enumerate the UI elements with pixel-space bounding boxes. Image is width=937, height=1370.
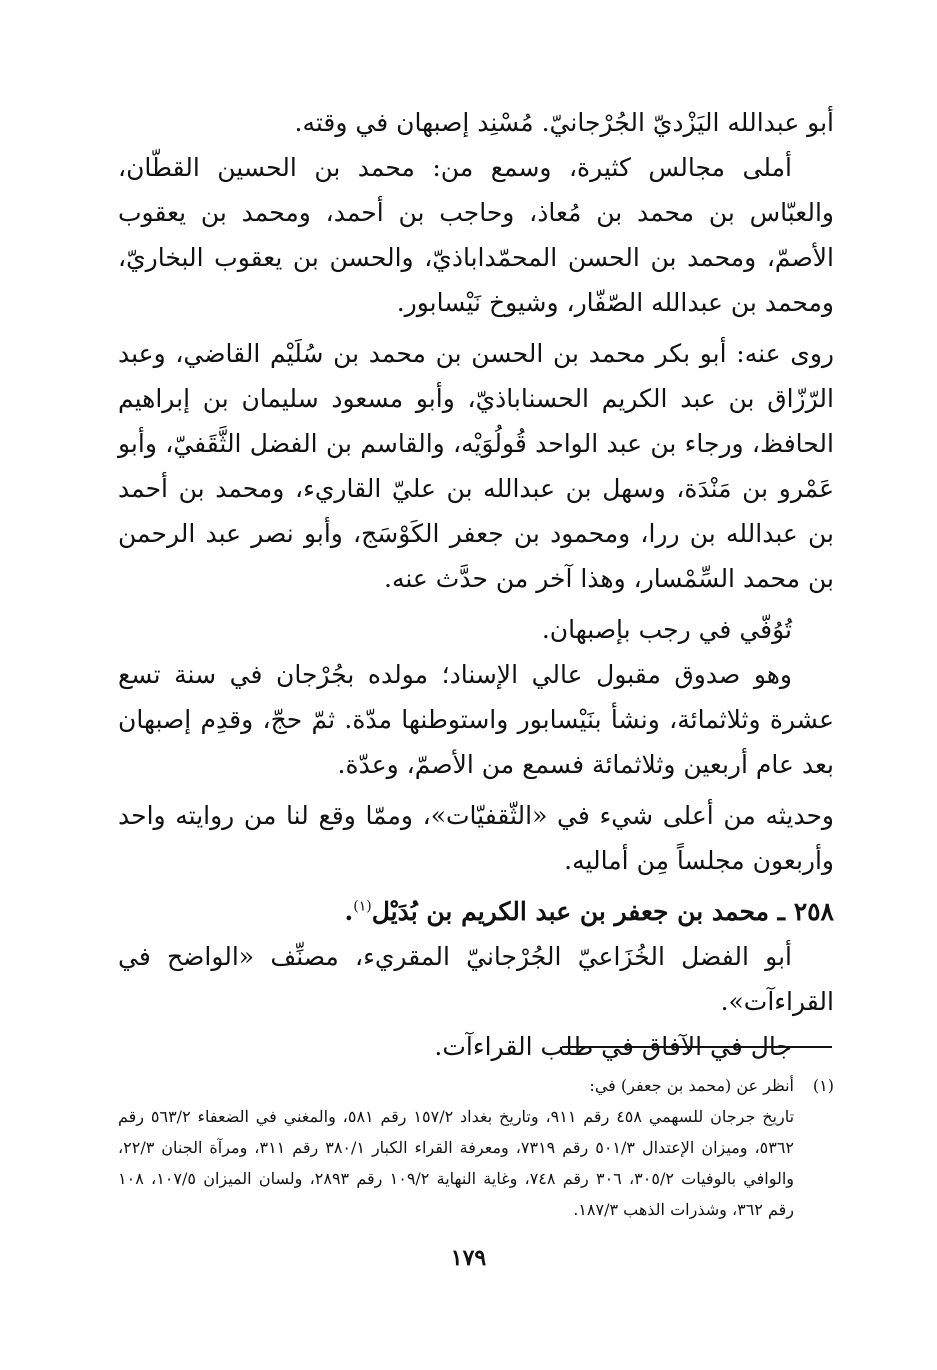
- entry-heading: ٢٥٨ ـ محمد بن جعفر بن عبد الكريم بن بُدَيْل$^{(١)}$.: [344, 897, 834, 926]
- footnotes-section: [118, 1070, 834, 1225]
- footnote-sources: تاريخ جرجان للسهمي ٤٥٨ رقم ٩١١، وتاريخ بغداد ١٥٧/٢ رقم ٥٨١، والمغني في الضعفاء ٥٦٣/٢ رقم ٥٣٦٢، وميزان الإعتدال ٥٠١/٣ رقم ٧٣١٩، ومعرفة القراء الكبار ٣٨٠/١ رقم ٣١١، ومرآة الجنان ٢٢/٣، والوافي بالوفيات ٣٠٥/٢، ٣٠٦ رقم ٧٤٨، وغاية النهاية ١٠٩/٢ رقم ٢٨٩٣، ولسان الميزان ١٠٧/٥، ١٠٨ رقم ٣٦٢، وشذرات الذهب ١٨٧/٣.: [118, 1107, 795, 1219]
- entry-heading-text: ٢٥٨ ـ محمد بن جعفر بن عبد الكريم بن بُدَيْل: [371, 897, 834, 926]
- footnote-divider: [562, 1046, 832, 1048]
- hadith-paragraph: وحديثه من أعلى شيء في «الثّقفيّات»، وممّا وقع لنا من روايته واحد وأربعون مجلساً مِن أماليه.: [118, 801, 834, 875]
- main-text: [118, 100, 834, 1069]
- entry-description: أبو الفضل الخُزَاعيّ الجُرْجانيّ المقريء، مصنِّف «الواضح في القراءآت».: [118, 942, 834, 1016]
- entry-intro-line: أبو عبدالله اليَزْديّ الجُرْجانيّ. مُسْنِد إصبهان في وقته.: [294, 108, 834, 137]
- entry-travel-line: جال في الآفاق في طلب القراءآت.: [434, 1032, 792, 1061]
- biography-paragraph: وهو صدوق مقبول عالي الإسناد؛ مولده بجُرْجان في سنة تسع عشرة وثلاثمائة، ونشأ بنَيْسابور واستوطنها مدّة. ثمّ حجّ، وقدِم إصبهان بعد عام أربعين وثلاثمائة فسمع من الأصمّ، وعدّة.: [118, 660, 834, 779]
- death-paragraph: تُوُفّي في رجب بإصبهان.: [541, 615, 792, 644]
- footnote-number: (١): [812, 1076, 834, 1095]
- footnote-intro: أنظر عن (محمد بن جعفر) في:: [589, 1076, 794, 1095]
- teachers-paragraph: أملى مجالس كثيرة، وسمع من: محمد بن الحسين القطّان، والعبّاس بن محمد بن مُعاذ، وحاجب بن أحمد، ومحمد بن يعقوب الأصمّ، ومحمد بن الحسن المحمّداباذيّ، والحسن بن يعقوب البخاريّ، ومحمد بن عبدالله الصّفّار، وشيوخ نَيْسابور.: [118, 153, 834, 317]
- footnote-reference: (١): [353, 898, 372, 915]
- students-paragraph: روى عنه: أبو بكر محمد بن الحسن بن محمد بن سُلَيْم القاضي، وعبد الرّزّاق بن عبد الكريم الحسناباذيّ، وأبو مسعود سليمان بن إبراهيم الحافظ، ورجاء بن عبد الواحد قُولُوَيْه، والقاسم بن الفضل الثَّقَفيّ، وأبو عَمْرو بن مَنْدَة، وسهل بن عبدالله بن عليّ القاريء، ومحمد بن أحمد بن عبدالله بن ررا، ومحمود بن جعفر الكَوْسَج، وأبو نصر عبد الرحمن بن محمد السِّمْسار، وهذا آخر من حدَّث عنه.: [118, 339, 834, 593]
- footnote-item: [118, 1070, 834, 1225]
- footnote-body: [118, 1070, 794, 1225]
- page-number: ١٧٩: [450, 1245, 487, 1271]
